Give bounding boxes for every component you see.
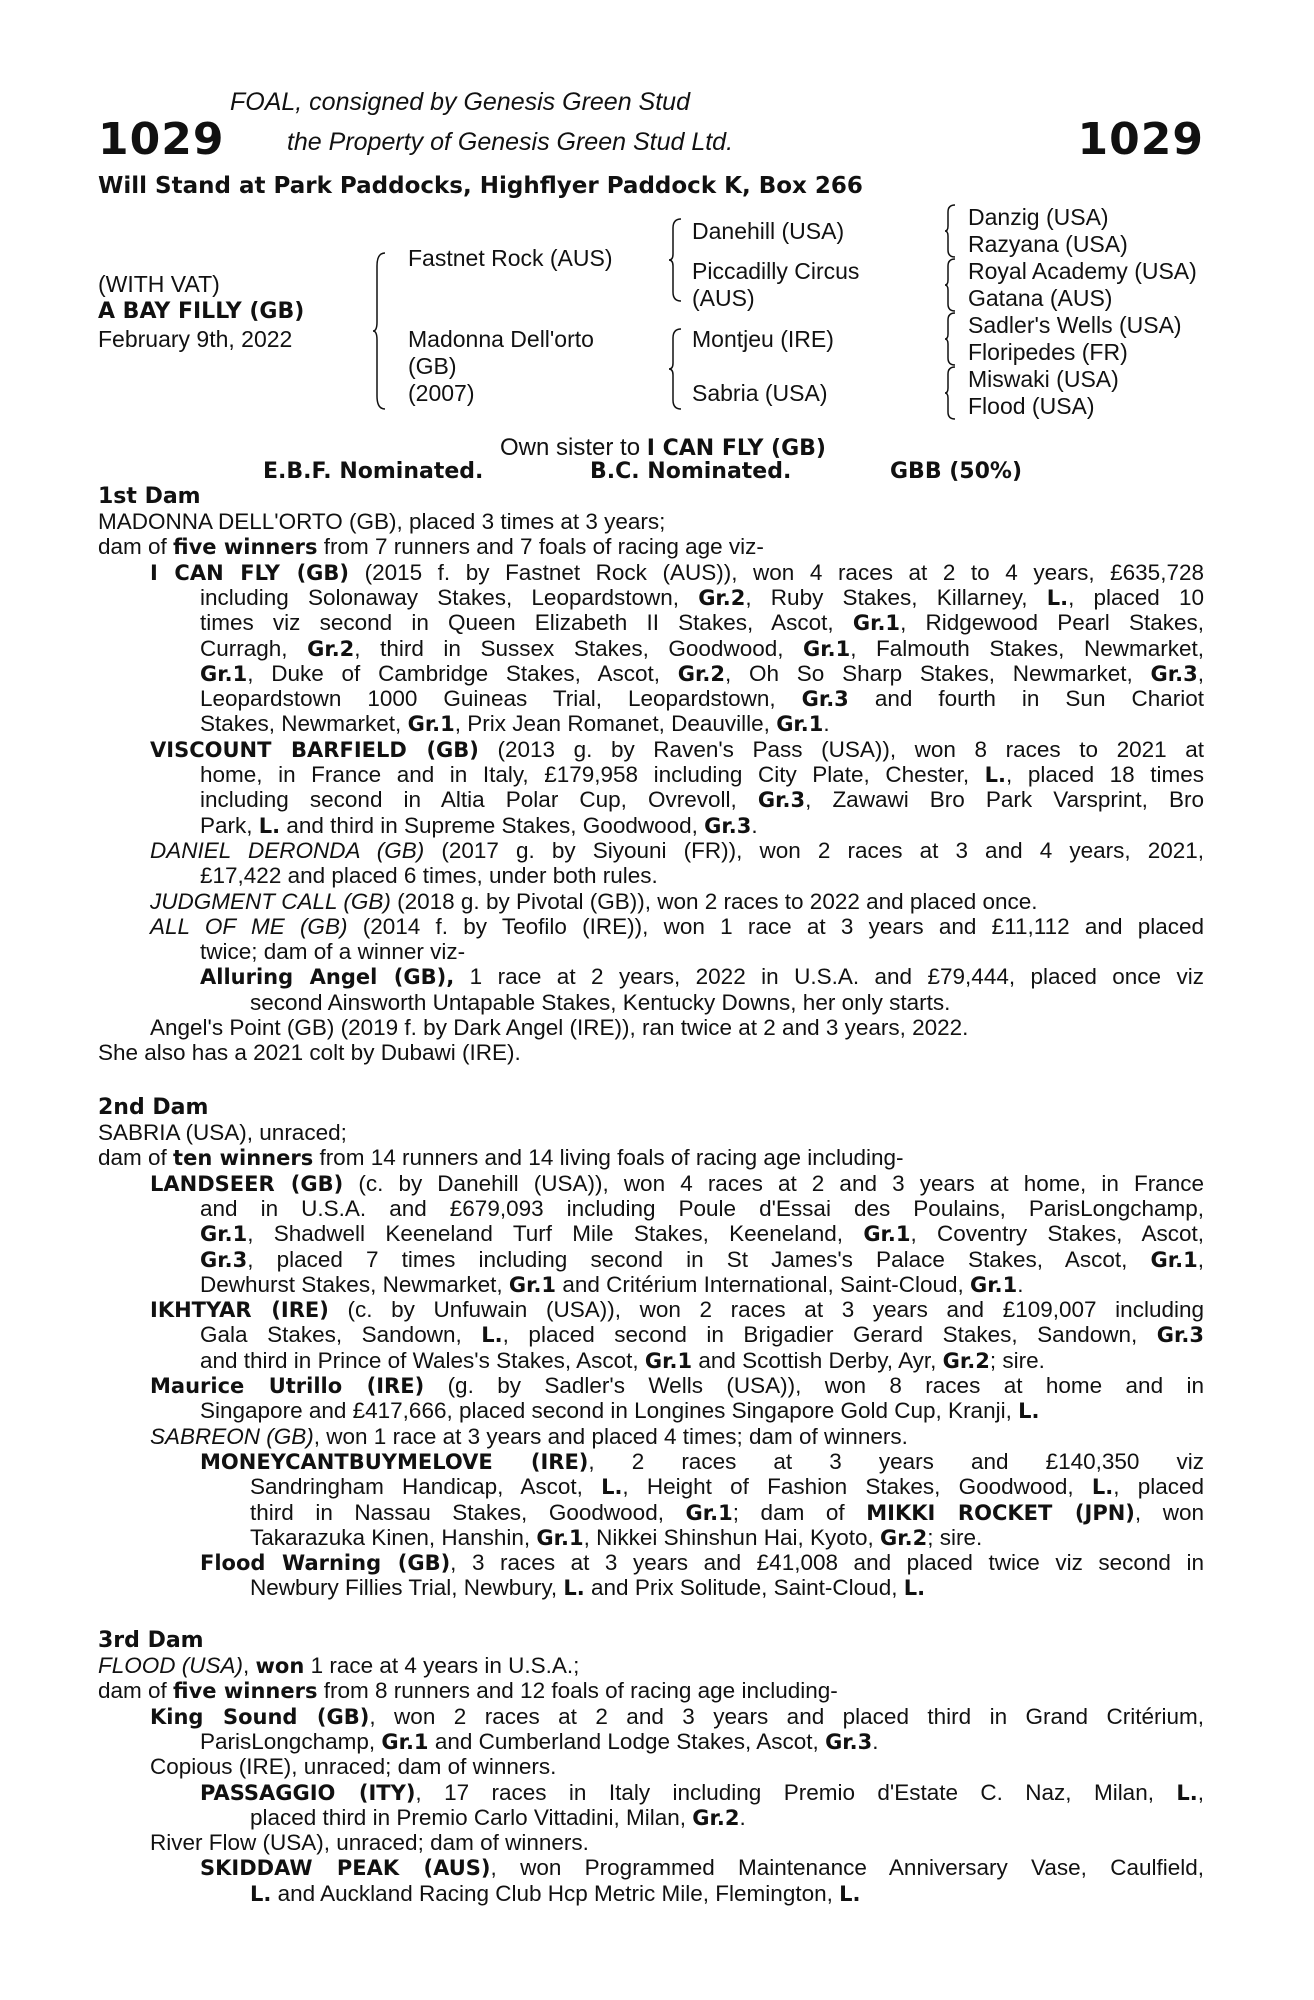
- text-line: [150, 1015, 968, 1040]
- text-run: , 2 races at 3 years and £140,350 viz: [588, 1448, 1204, 1474]
- bold-text: Flood Warning (GB): [200, 1551, 451, 1576]
- text-run: , won 2 races at 2 and 3 years and placed third in Grand Critérium,: [369, 1703, 1205, 1729]
- bold-text: L.: [1018, 1399, 1040, 1424]
- brace-icon: [944, 204, 956, 258]
- text-run: , Duke of Cambridge Stakes, Ascot,: [247, 660, 678, 686]
- bc-nomination: B.C. Nominated.: [590, 459, 792, 484]
- bold-text: LANDSEER (GB): [150, 1171, 344, 1196]
- text-run: dam of: [98, 1678, 174, 1704]
- bold-text: Gr.1: [776, 712, 824, 737]
- dam-name-line1: Madonna Dell'orto: [408, 326, 594, 352]
- bold-text: five winners: [173, 1679, 318, 1704]
- dam-name-line2: (GB): [408, 353, 457, 379]
- italic-name: FLOOD (USA): [98, 1653, 244, 1678]
- sire-sire: Danehill (USA): [692, 218, 845, 244]
- text-run: from 7 runners and 7 foals of racing age viz-: [317, 534, 764, 560]
- text-run: , Shadwell Keeneland Turf Mile Stakes, Keeneland,: [247, 1221, 864, 1247]
- text-run: Stakes, Newmarket,: [200, 711, 408, 737]
- text-run: , Zawawi Bro Park Varsprint, Bro: [805, 787, 1204, 813]
- text-line: [200, 1221, 1204, 1247]
- text-run: placed third in Premio Carlo Vittadini, Milan,: [250, 1804, 693, 1830]
- italic-name: SABREON (GB): [150, 1423, 314, 1449]
- text-run: .: [1017, 1271, 1024, 1297]
- gbb-nomination: GBB (50%): [890, 459, 1023, 484]
- bold-text: IKHTYAR (IRE): [150, 1298, 329, 1323]
- bold-text: Gr.1: [685, 1500, 733, 1525]
- bold-text: Gr.1: [407, 712, 455, 737]
- text-run: ,: [243, 1653, 256, 1678]
- bold-text: Gr.3: [1150, 661, 1198, 686]
- text-line: [150, 560, 1204, 586]
- bold-text: Gr.1: [970, 1272, 1018, 1297]
- text-line: [98, 1678, 838, 1704]
- text-run: , placed 7 times including second in St James's Palace Stakes, Ascot,: [247, 1246, 1151, 1272]
- text-line: [150, 838, 1204, 863]
- text-run: Copious (IRE), unraced; dam of winners.: [150, 1754, 557, 1780]
- italic-name: JUDGMENT CALL (GB): [150, 888, 391, 914]
- text-run: (2018 g. by Pivotal (GB)), won 2 races to 2022 and placed once.: [390, 888, 1038, 914]
- text-run: Takarazuka Kinen, Hanshin,: [250, 1524, 537, 1550]
- text-run: including Solonaway Stakes, Leopardstown,: [200, 584, 699, 610]
- text-run: ; sire.: [927, 1524, 983, 1550]
- sire-name: Fastnet Rock (AUS): [408, 245, 613, 271]
- italic-name: DANIEL DERONDA (GB): [150, 837, 425, 863]
- text-run: Newbury Fillies Trial, Newbury,: [250, 1575, 564, 1601]
- text-line: [200, 762, 1204, 788]
- bold-text: L.: [1046, 585, 1069, 610]
- bold-text: L.: [839, 1881, 861, 1906]
- italic-name: ALL OF ME (GB): [150, 913, 348, 939]
- text-line: [200, 711, 830, 737]
- text-run: Curragh,: [200, 635, 308, 661]
- text-line: [250, 1500, 1204, 1526]
- text-run: times viz second in Queen Elizabeth II Stakes, Ascot,: [200, 610, 853, 636]
- text-run: .: [739, 1804, 746, 1830]
- bold-text: SKIDDAW PEAK (AUS): [200, 1856, 491, 1881]
- bold-text: Gr.2: [307, 636, 355, 661]
- bold-text: Gr.1: [852, 611, 901, 636]
- bold-text: Gr.1: [200, 1222, 248, 1247]
- text-line: [200, 636, 1204, 662]
- grandsire-3: Royal Academy (USA): [968, 258, 1197, 284]
- text-run: Park,: [200, 812, 259, 838]
- text-line: [98, 534, 764, 560]
- stand-location: Will Stand at Park Paddocks, Highflyer Paddock K, Box 266: [98, 173, 863, 199]
- text-line: [98, 1040, 521, 1065]
- text-run: dam of: [98, 1145, 174, 1171]
- own-sister-prefix: Own sister to: [500, 434, 641, 461]
- bold-text: PASSAGGIO (ITY): [200, 1780, 416, 1805]
- text-run: , Ruby Stakes, Killarney,: [745, 584, 1047, 610]
- bold-text: L.: [1176, 1780, 1198, 1805]
- vat-label: (WITH VAT): [98, 271, 220, 297]
- text-line: [200, 686, 1204, 712]
- bold-text: Gr.3: [1156, 1323, 1204, 1348]
- text-run: MADONNA DELL'ORTO (GB), placed 3 times at 3 years;: [98, 509, 666, 534]
- horse-dob: February 9th, 2022: [98, 326, 293, 352]
- bold-text: Gr.2: [692, 1805, 740, 1830]
- text-run: ; dam of: [732, 1499, 867, 1525]
- text-run: .: [872, 1728, 879, 1754]
- text-line: [200, 1348, 1045, 1374]
- text-run: ,: [1197, 1246, 1204, 1272]
- text-run: and third in Prince of Wales's Stakes, Ascot,: [200, 1347, 645, 1373]
- text-line: [150, 1830, 589, 1855]
- bold-text: L.: [1091, 1475, 1114, 1500]
- text-line: [200, 1322, 1204, 1348]
- text-line: [150, 1704, 1204, 1730]
- bold-text: MONEYCANTBUYMELOVE (IRE): [200, 1449, 589, 1474]
- text-run: SABRIA (USA), unraced;: [98, 1120, 347, 1145]
- text-run: (g. by Sadler's Wells (USA)), won 8 races at home and in: [424, 1373, 1204, 1398]
- grandsire-8: Flood (USA): [968, 393, 1095, 419]
- text-run: , placed second in Brigadier Gerard Stakes, Sandown,: [502, 1322, 1157, 1348]
- text-line: [200, 939, 465, 964]
- bold-text: Gr.1: [1150, 1247, 1198, 1272]
- text-line: [98, 509, 665, 534]
- bold-text: Alluring Angel (GB),: [200, 965, 455, 990]
- bold-text: Gr.3: [200, 1247, 248, 1272]
- text-line: [250, 1575, 925, 1601]
- bold-text: Gr.2: [880, 1525, 928, 1550]
- ebf-nomination: E.B.F. Nominated.: [263, 459, 484, 484]
- text-run: ,: [1197, 1779, 1204, 1805]
- bold-text: VISCOUNT BARFIELD (GB): [150, 737, 479, 762]
- dam-foaling-year: (2007): [408, 380, 475, 406]
- text-line: [98, 1653, 579, 1679]
- grandsire-1: Danzig (USA): [968, 204, 1109, 230]
- bold-text: L.: [481, 1323, 503, 1348]
- text-line: [200, 1272, 1024, 1298]
- bold-text: Gr.1: [536, 1525, 584, 1550]
- brace-icon: [944, 312, 956, 366]
- bold-text: L.: [258, 813, 281, 838]
- text-line: [200, 1729, 879, 1755]
- text-line: [200, 1247, 1204, 1273]
- bold-text: MIKKI ROCKET (JPN): [866, 1500, 1135, 1525]
- text-run: dam of: [98, 534, 174, 560]
- text-line: [250, 1805, 746, 1831]
- text-run: Angel's Point (GB) (2019 f. by Dark Angel (IRE)), ran twice at 2 and 3 years, 2022.: [150, 1015, 969, 1040]
- text-run: , Nikkei Shinshun Hai, Kyoto,: [583, 1524, 881, 1550]
- text-run: Dewhurst Stakes, Newmarket,: [200, 1271, 509, 1297]
- bold-text: Gr.1: [381, 1729, 429, 1754]
- bold-text: won: [255, 1654, 305, 1678]
- grandsire-2: Razyana (USA): [968, 231, 1128, 257]
- text-run: Gala Stakes, Sandown,: [200, 1322, 482, 1348]
- bold-text: Gr.3: [704, 813, 752, 838]
- text-line: [200, 1550, 1204, 1576]
- text-run: , Falmouth Stakes, Newmarket,: [850, 635, 1204, 661]
- text-run: from 8 runners and 12 foals of racing age including-: [317, 1678, 838, 1704]
- text-line: [200, 787, 1204, 813]
- brace-icon: [944, 258, 956, 312]
- text-run: home, in France and in Italy, £179,958 including City Plate, Chester,: [200, 762, 985, 787]
- horse-name: A BAY FILLY (GB): [98, 299, 305, 324]
- bold-text: I CAN FLY (GB): [150, 560, 350, 585]
- text-line: [150, 1754, 556, 1779]
- bold-text: L.: [984, 763, 1007, 787]
- dam-sire: Montjeu (IRE): [692, 326, 834, 352]
- first-dam-heading: 1st Dam: [98, 484, 201, 509]
- text-run: Leopardstown 1000 Guineas Trial, Leopardstown,: [200, 686, 802, 712]
- text-line: [98, 1145, 904, 1171]
- bold-text: ten winners: [173, 1146, 314, 1171]
- text-line: [98, 1120, 347, 1145]
- text-line: [200, 585, 1204, 611]
- bold-text: Gr.2: [677, 661, 725, 686]
- text-run: (c. by Danehill (USA)), won 4 races at 2 and 3 years at home, in France: [343, 1170, 1204, 1196]
- text-run: Sandringham Handicap, Ascot,: [250, 1474, 602, 1500]
- text-run: She also has a 2021 colt by Dubawi (IRE).: [98, 1040, 521, 1066]
- text-line: [250, 1474, 1204, 1500]
- text-run: and Critérium International, Saint-Cloud,: [556, 1271, 971, 1297]
- text-run: (2017 g. by Siyouni (FR)), won 2 races at 3 and 4 years, 2021,: [424, 837, 1204, 863]
- text-run: twice; dam of a winner viz-: [200, 939, 466, 965]
- text-run: , third in Sussex Stakes, Goodwood,: [354, 635, 804, 661]
- text-run: , 17 races in Italy including Premio d'Estate C. Naz, Milan,: [415, 1779, 1177, 1805]
- bold-text: Gr.1: [863, 1222, 911, 1247]
- text-line: [200, 1196, 1204, 1221]
- text-run: , Ridgewood Pearl Stakes,: [900, 610, 1204, 636]
- text-run: (2015 f. by Fastnet Rock (AUS)), won 4 races at 2 to 4 years, £635,728: [349, 559, 1204, 585]
- brace-icon: [372, 252, 386, 410]
- text-line: [200, 1449, 1204, 1475]
- text-run: , placed 18 times: [1006, 762, 1204, 787]
- brace-icon: [944, 366, 956, 420]
- bold-text: L.: [903, 1576, 926, 1601]
- text-run: (2014 f. by Teofilo (IRE)), won 1 race at 3 years and £11,112 and placed: [347, 913, 1205, 939]
- text-run: and Prix Solitude, Saint-Cloud,: [584, 1575, 904, 1601]
- text-line: [200, 1855, 1204, 1881]
- bold-text: Gr.1: [508, 1272, 557, 1297]
- text-run: , won 1 race at 3 years and placed 4 times; dam of winners.: [313, 1423, 908, 1449]
- text-line: [150, 737, 1204, 763]
- text-run: , 3 races at 3 years and £41,008 and placed twice viz second in: [450, 1550, 1204, 1576]
- text-run: and fourth in Sun Chariot: [848, 686, 1204, 712]
- property-line: the Property of Genesis Green Stud Ltd.: [286, 128, 734, 156]
- bold-text: L.: [563, 1576, 585, 1601]
- text-line: [250, 1525, 982, 1551]
- text-run: from 14 runners and 14 living foals of racing age including-: [313, 1145, 904, 1171]
- text-run: ; sire.: [989, 1347, 1045, 1373]
- dam-dam: Sabria (USA): [692, 380, 828, 406]
- lot-number-right: 1029: [1077, 114, 1204, 165]
- text-run: and Auckland Racing Club Hcp Metric Mile, Flemington,: [271, 1880, 840, 1906]
- text-run: .: [823, 711, 830, 737]
- bold-text: Gr.2: [942, 1348, 990, 1373]
- sire-dam-line2: (AUS): [692, 285, 755, 311]
- text-run: 1 race at 2 years, 2022 in U.S.A. and £79,444, placed once viz: [454, 964, 1204, 990]
- text-run: , won: [1134, 1499, 1205, 1525]
- bold-text: Maurice Utrillo (IRE): [150, 1374, 425, 1398]
- text-run: second Ainsworth Untapable Stakes, Kentucky Downs, her only starts.: [250, 989, 951, 1015]
- grandsire-7: Miswaki (USA): [968, 366, 1119, 392]
- grandsire-5: Sadler's Wells (USA): [968, 312, 1182, 338]
- text-line: [200, 964, 1204, 990]
- text-run: , placed 10: [1068, 584, 1205, 610]
- text-run: Singapore and £417,666, placed second in Longines Singapore Gold Cup, Kranji,: [200, 1398, 1019, 1424]
- text-run: 1 race at 4 years in U.S.A.;: [304, 1653, 580, 1678]
- consignor-line: FOAL, consigned by Genesis Green Stud: [230, 88, 690, 116]
- text-line: [150, 1373, 1204, 1399]
- grandsire-4: Gatana (AUS): [968, 285, 1113, 311]
- text-run: .: [751, 812, 758, 838]
- own-sister-name: I CAN FLY (GB): [646, 436, 826, 461]
- text-run: , Height of Fashion Stakes, Goodwood,: [622, 1474, 1092, 1500]
- text-line: [250, 1881, 860, 1907]
- text-line: [200, 1780, 1204, 1806]
- brace-icon: [668, 218, 682, 302]
- text-run: , placed: [1113, 1474, 1205, 1500]
- text-line: [150, 1171, 1204, 1197]
- bold-text: Gr.1: [200, 661, 248, 686]
- bold-text: Gr.1: [803, 636, 851, 661]
- text-run: £17,422 and placed 6 times, under both rules.: [200, 863, 658, 889]
- text-run: , Prix Jean Romanet, Deauville,: [454, 711, 777, 737]
- bold-text: Gr.1: [644, 1348, 693, 1373]
- text-run: and third in Supreme Stakes, Goodwood,: [280, 812, 705, 838]
- text-run: and Cumberland Lodge Stakes, Ascot,: [428, 1728, 826, 1754]
- bold-text: L.: [250, 1881, 272, 1906]
- bold-text: Gr.3: [757, 788, 806, 813]
- text-line: [250, 990, 950, 1015]
- text-run: including second in Altia Polar Cup, Ovrevoll,: [200, 787, 758, 813]
- text-line: [150, 1424, 908, 1449]
- text-run: and Scottish Derby, Ayr,: [692, 1347, 943, 1373]
- third-dam-heading: 3rd Dam: [98, 1628, 204, 1653]
- bold-text: King Sound (GB): [150, 1704, 370, 1729]
- text-run: , won Programmed Maintenance Anniversary Vase, Caulfield,: [490, 1855, 1204, 1881]
- bold-text: Gr.3: [825, 1729, 873, 1754]
- text-line: [150, 889, 1038, 914]
- text-run: and in U.S.A. and £679,093 including Poule d'Essai des Poulains, ParisLongchamp,: [200, 1195, 1204, 1221]
- text-run: ParisLongchamp,: [200, 1728, 382, 1754]
- lot-number-left: 1029: [98, 114, 225, 165]
- text-line: [150, 914, 1204, 939]
- text-run: , Coventry Stakes, Ascot,: [910, 1221, 1204, 1247]
- text-line: [200, 661, 1204, 687]
- bold-text: five winners: [173, 535, 318, 560]
- text-run: third in Nassau Stakes, Goodwood,: [250, 1499, 686, 1525]
- grandsire-6: Floripedes (FR): [968, 339, 1128, 365]
- brace-icon: [668, 328, 682, 410]
- text-run: , Oh So Sharp Stakes, Newmarket,: [724, 660, 1151, 686]
- text-run: River Flow (USA), unraced; dam of winners.: [150, 1830, 589, 1856]
- text-line: [150, 1297, 1204, 1323]
- text-line: [200, 863, 658, 888]
- text-line: [200, 610, 1204, 636]
- second-dam-heading: 2nd Dam: [98, 1095, 209, 1120]
- bold-text: L.: [601, 1475, 623, 1500]
- bold-text: Gr.3: [801, 687, 849, 712]
- sire-dam-line1: Piccadilly Circus: [692, 258, 860, 284]
- text-run: (c. by Unfuwain (USA)), won 2 races at 3 years and £109,007 including: [328, 1297, 1205, 1323]
- text-line: [200, 1398, 1039, 1424]
- own-sister-line: [0, 434, 1314, 462]
- text-run: ,: [1197, 660, 1204, 686]
- bold-text: Gr.2: [698, 585, 746, 610]
- text-run: (2013 g. by Raven's Pass (USA)), won 8 races to 2021 at: [478, 736, 1204, 762]
- text-line: [200, 813, 758, 839]
